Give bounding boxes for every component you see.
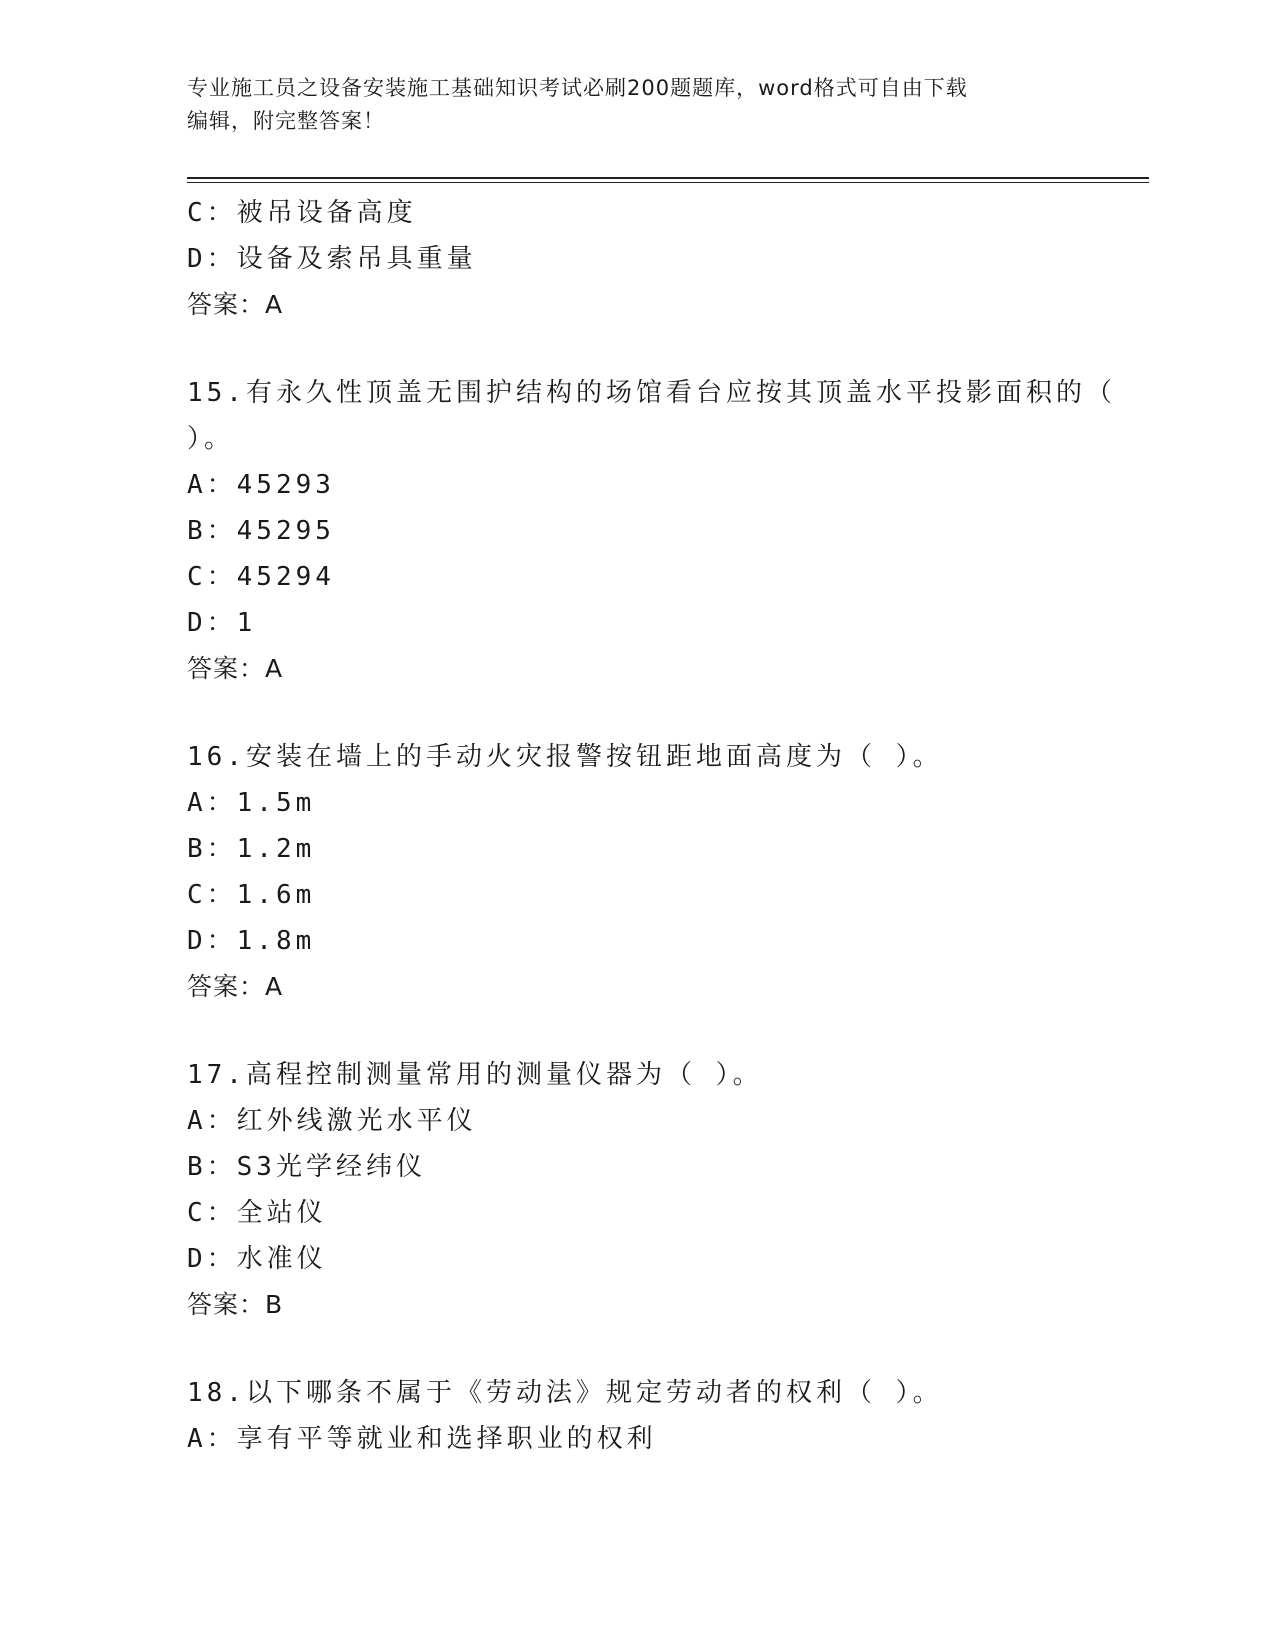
option-a: A：红外线激光水平仪 <box>187 1106 477 1136</box>
option-a: A：享有平等就业和选择职业的权利 <box>187 1424 657 1454</box>
answer-line: 答案：A <box>187 972 284 1001</box>
option-c: C：45294 <box>187 562 335 592</box>
question-18 <box>187 1370 1087 1462</box>
option-c: C：1.6m <box>187 880 316 910</box>
option-c: C：全站仪 <box>187 1198 327 1228</box>
header-title-line-2: 编辑，附完整答案！ <box>187 109 385 133</box>
option-b: B：45295 <box>187 516 335 546</box>
document-header <box>187 72 1087 138</box>
header-divider-thick <box>187 177 1149 179</box>
question-partial <box>187 190 1087 328</box>
option-d: D：设备及索吊具重量 <box>187 244 477 274</box>
option-a: A：1.5m <box>187 788 316 818</box>
option-b: B：S3光学经纬仪 <box>187 1152 426 1182</box>
question-stem: 18.以下哪条不属于《劳动法》规定劳动者的权利（ ）。 <box>187 1378 943 1408</box>
question-stem-continuation: ）。 <box>187 424 235 454</box>
question-list <box>187 190 1116 1462</box>
option-d: D：1.8m <box>187 926 316 956</box>
header-title-line-1: 专业施工员之设备安装施工基础知识考试必刷200题题库，word格式可自由下载 <box>187 76 968 100</box>
question-17 <box>187 1052 1087 1328</box>
answer-line: 答案：B <box>187 1290 284 1319</box>
option-a: A：45293 <box>187 470 335 500</box>
answer-line: 答案：A <box>187 654 284 683</box>
question-15 <box>187 370 1116 692</box>
question-stem: 16.安装在墙上的手动火灾报警按钮距地面高度为（ ）。 <box>187 742 943 772</box>
option-b: B：1.2m <box>187 834 316 864</box>
question-stem: 17.高程控制测量常用的测量仪器为（ ）。 <box>187 1060 763 1090</box>
header-divider-thin <box>187 182 1149 183</box>
answer-line: 答案：A <box>187 290 284 319</box>
option-d: D：1 <box>187 608 257 638</box>
option-d: D：水准仪 <box>187 1244 327 1274</box>
question-stem: 15.有永久性顶盖无围护结构的场馆看台应按其顶盖水平投影面积的（ <box>187 378 1116 408</box>
option-c: C：被吊设备高度 <box>187 198 417 228</box>
question-16 <box>187 734 1087 1010</box>
